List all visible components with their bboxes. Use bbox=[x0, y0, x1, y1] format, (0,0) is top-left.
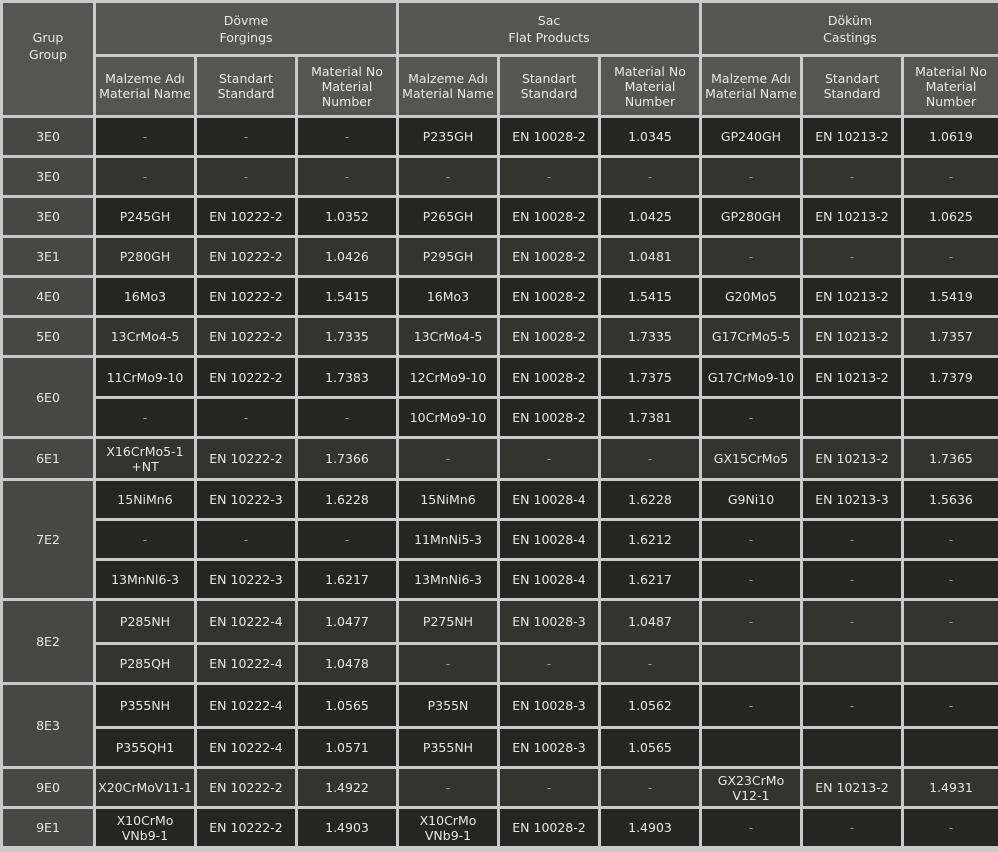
cell-material-name: P285NH bbox=[95, 600, 196, 644]
cell-material-number: - bbox=[600, 157, 701, 197]
cell-material-number: 1.4903 bbox=[600, 808, 701, 848]
cell-material-name: 13MnNi6-3 bbox=[398, 560, 499, 600]
cell-material-number: 1.5415 bbox=[600, 277, 701, 317]
cell-material-number: 1.0481 bbox=[600, 237, 701, 277]
cell-material-number: 1.4922 bbox=[297, 768, 398, 808]
group-cell: 4E0 bbox=[2, 277, 95, 317]
cell-standard: - bbox=[499, 157, 600, 197]
cell-standard: EN 10213-2 bbox=[802, 197, 903, 237]
col-standard: Standart Standard bbox=[499, 56, 600, 117]
cell-standard: EN 10213-2 bbox=[802, 317, 903, 357]
col-material-name: Malzeme Adı Material Name bbox=[701, 56, 802, 117]
cell-standard: - bbox=[802, 808, 903, 848]
cell-standard: EN 10028-2 bbox=[499, 117, 600, 157]
cell-material-name: 12CrMo9-10 bbox=[398, 357, 499, 398]
cell-material-number: 1.0478 bbox=[297, 644, 398, 684]
cell-material-name: - bbox=[398, 157, 499, 197]
cell-standard: - bbox=[499, 644, 600, 684]
table-row bbox=[2, 728, 998, 768]
cell-material-number: - bbox=[903, 520, 998, 560]
cell-standard: - bbox=[802, 600, 903, 644]
cell-standard: - bbox=[802, 684, 903, 728]
cell-material-name: P245GH bbox=[95, 197, 196, 237]
cell-standard: EN 10028-2 bbox=[499, 237, 600, 277]
table-row bbox=[2, 317, 998, 357]
cell-material-name: P355NH bbox=[95, 684, 196, 728]
cell-material-name: - bbox=[701, 398, 802, 438]
cell-standard: EN 10222-3 bbox=[196, 480, 297, 520]
cell-material-number: - bbox=[903, 157, 998, 197]
cell-material-number: - bbox=[297, 157, 398, 197]
cell-standard: EN 10213-2 bbox=[802, 277, 903, 317]
cell-material-number: - bbox=[903, 560, 998, 600]
cell-material-number: 1.5415 bbox=[297, 277, 398, 317]
cell-standard: EN 10222-2 bbox=[196, 438, 297, 480]
cell-material-number: 1.7381 bbox=[600, 398, 701, 438]
cell-material-name: P235GH bbox=[398, 117, 499, 157]
cell-material-name: - bbox=[95, 398, 196, 438]
cell-standard: EN 10222-4 bbox=[196, 728, 297, 768]
cell-material-number: 1.0565 bbox=[297, 684, 398, 728]
cell-material-name: GX23CrMo V12-1 bbox=[701, 768, 802, 808]
col-material-name: Malzeme Adı Material Name bbox=[95, 56, 196, 117]
cell-material-name: - bbox=[701, 237, 802, 277]
cell-material-number: - bbox=[600, 768, 701, 808]
cell-material-number: 1.7335 bbox=[297, 317, 398, 357]
cell-standard: EN 10028-3 bbox=[499, 728, 600, 768]
cell-standard: - bbox=[196, 398, 297, 438]
cell-material-number: - bbox=[600, 438, 701, 480]
cell-material-name: - bbox=[398, 644, 499, 684]
cell-material-name: - bbox=[701, 600, 802, 644]
cell-material-name: 13CrMo4-5 bbox=[398, 317, 499, 357]
cell-material-name: GP240GH bbox=[701, 117, 802, 157]
cell-material-number: 1.7375 bbox=[600, 357, 701, 398]
cell-material-name: 11MnNi5-3 bbox=[398, 520, 499, 560]
cell-standard: EN 10222-2 bbox=[196, 277, 297, 317]
cell-material-number: - bbox=[297, 520, 398, 560]
cell-material-name: P355N bbox=[398, 684, 499, 728]
cell-material-name: - bbox=[398, 768, 499, 808]
cell-standard: EN 10028-4 bbox=[499, 480, 600, 520]
cell-material-number bbox=[903, 398, 998, 438]
cell-standard: EN 10028-4 bbox=[499, 520, 600, 560]
cell-material-name: X10CrMo VNb9-1 bbox=[398, 808, 499, 848]
group-cell: 5E0 bbox=[2, 317, 95, 357]
cell-material-name bbox=[701, 644, 802, 684]
cell-material-name: 16Mo3 bbox=[398, 277, 499, 317]
cell-material-name: 13MnNl6-3 bbox=[95, 560, 196, 600]
table-row bbox=[2, 768, 998, 808]
section-castings: Döküm Castings bbox=[701, 2, 998, 56]
cell-standard: - bbox=[802, 560, 903, 600]
cell-material-name: - bbox=[701, 560, 802, 600]
cell-standard: - bbox=[196, 520, 297, 560]
cell-material-name: G20Mo5 bbox=[701, 277, 802, 317]
cell-standard: EN 10028-2 bbox=[499, 398, 600, 438]
cell-material-name: - bbox=[95, 520, 196, 560]
cell-material-number: 1.7366 bbox=[297, 438, 398, 480]
cell-material-number: 1.7365 bbox=[903, 438, 998, 480]
cell-material-name: - bbox=[701, 684, 802, 728]
cell-material-number: - bbox=[903, 600, 998, 644]
cell-material-number: - bbox=[297, 398, 398, 438]
cell-material-name: 15NiMn6 bbox=[95, 480, 196, 520]
col-material-number: Material No Material Number bbox=[297, 56, 398, 117]
col-standard: Standart Standard bbox=[196, 56, 297, 117]
cell-standard: EN 10222-2 bbox=[196, 317, 297, 357]
cell-material-number: 1.6228 bbox=[297, 480, 398, 520]
cell-material-name: 16Mo3 bbox=[95, 277, 196, 317]
cell-standard: EN 10222-2 bbox=[196, 357, 297, 398]
col-material-number: Material No Material Number bbox=[903, 56, 998, 117]
cell-material-number: 1.6217 bbox=[297, 560, 398, 600]
table-row bbox=[2, 644, 998, 684]
cell-material-number: 1.0565 bbox=[600, 728, 701, 768]
cell-standard: EN 10222-2 bbox=[196, 237, 297, 277]
cell-material-name: 11CrMo9-10 bbox=[95, 357, 196, 398]
cell-material-name: 15NiMn6 bbox=[398, 480, 499, 520]
cell-material-name: G17CrMo9-10 bbox=[701, 357, 802, 398]
cell-material-name: - bbox=[95, 117, 196, 157]
col-material-number: Material No Material Number bbox=[600, 56, 701, 117]
cell-standard: EN 10222-4 bbox=[196, 644, 297, 684]
cell-standard: EN 10028-4 bbox=[499, 560, 600, 600]
cell-material-number: - bbox=[600, 644, 701, 684]
cell-material-number: 1.7379 bbox=[903, 357, 998, 398]
cell-standard: EN 10222-4 bbox=[196, 600, 297, 644]
group-cell: 9E1 bbox=[2, 808, 95, 848]
group-cell: 6E1 bbox=[2, 438, 95, 480]
cell-material-number: 1.0477 bbox=[297, 600, 398, 644]
table-row bbox=[2, 398, 998, 438]
cell-standard: EN 10028-2 bbox=[499, 357, 600, 398]
cell-standard: - bbox=[802, 520, 903, 560]
section-forgings: Dövme Forgings bbox=[95, 2, 398, 56]
cell-standard: - bbox=[499, 768, 600, 808]
cell-standard: - bbox=[499, 438, 600, 480]
table-body bbox=[2, 117, 998, 848]
cell-standard: EN 10222-4 bbox=[196, 684, 297, 728]
cell-material-name: G17CrMo5-5 bbox=[701, 317, 802, 357]
table-row bbox=[2, 157, 998, 197]
cell-material-number: 1.4903 bbox=[297, 808, 398, 848]
cell-material-number: 1.0562 bbox=[600, 684, 701, 728]
cell-material-number: - bbox=[903, 237, 998, 277]
cell-material-number: 1.4931 bbox=[903, 768, 998, 808]
cell-material-name: GP280GH bbox=[701, 197, 802, 237]
cell-standard: EN 10222-2 bbox=[196, 768, 297, 808]
cell-material-number: - bbox=[903, 684, 998, 728]
cell-standard: EN 10213-2 bbox=[802, 768, 903, 808]
cell-material-name: P275NH bbox=[398, 600, 499, 644]
cell-standard: EN 10028-3 bbox=[499, 684, 600, 728]
cell-material-name: 13CrMo4-5 bbox=[95, 317, 196, 357]
cell-standard: EN 10028-2 bbox=[499, 317, 600, 357]
cell-material-name: GX15CrMo5 bbox=[701, 438, 802, 480]
table-row bbox=[2, 277, 998, 317]
cell-material-name bbox=[701, 728, 802, 768]
table-row bbox=[2, 357, 998, 398]
table-row bbox=[2, 808, 998, 848]
cell-material-number: 1.0571 bbox=[297, 728, 398, 768]
cell-material-name: - bbox=[398, 438, 499, 480]
group-header: Grup Group bbox=[2, 2, 95, 117]
group-cell: 6E0 bbox=[2, 357, 95, 438]
cell-standard bbox=[802, 728, 903, 768]
group-cell: 8E2 bbox=[2, 600, 95, 684]
table-row bbox=[2, 600, 998, 644]
cell-standard: EN 10213-2 bbox=[802, 357, 903, 398]
cell-standard: EN 10222-2 bbox=[196, 808, 297, 848]
cell-material-number bbox=[903, 728, 998, 768]
cell-standard: EN 10028-2 bbox=[499, 808, 600, 848]
table-row bbox=[2, 117, 998, 157]
cell-standard: EN 10213-2 bbox=[802, 117, 903, 157]
cell-standard bbox=[802, 644, 903, 684]
table-row bbox=[2, 520, 998, 560]
cell-standard: EN 10213-2 bbox=[802, 438, 903, 480]
cell-standard: - bbox=[196, 117, 297, 157]
table-row bbox=[2, 438, 998, 480]
cell-material-name: P295GH bbox=[398, 237, 499, 277]
cell-material-name: P280GH bbox=[95, 237, 196, 277]
cell-material-name: - bbox=[701, 520, 802, 560]
cell-material-name: X10CrMo VNb9-1 bbox=[95, 808, 196, 848]
cell-material-name: P265GH bbox=[398, 197, 499, 237]
group-cell: 9E0 bbox=[2, 768, 95, 808]
group-cell: 3E1 bbox=[2, 237, 95, 277]
cell-standard: EN 10213-3 bbox=[802, 480, 903, 520]
cell-material-number: 1.7383 bbox=[297, 357, 398, 398]
group-cell: 3E0 bbox=[2, 157, 95, 197]
cell-material-number: 1.0345 bbox=[600, 117, 701, 157]
group-cell: 7E2 bbox=[2, 480, 95, 600]
cell-material-name: X16CrMo5-1 +NT bbox=[95, 438, 196, 480]
cell-material-number: 1.0625 bbox=[903, 197, 998, 237]
cell-material-number: 1.7335 bbox=[600, 317, 701, 357]
cell-material-number: - bbox=[903, 808, 998, 848]
cell-material-number: 1.5419 bbox=[903, 277, 998, 317]
table-row bbox=[2, 684, 998, 728]
cell-standard: - bbox=[802, 157, 903, 197]
cell-material-name: 10CrMo9-10 bbox=[398, 398, 499, 438]
cell-material-number: 1.0352 bbox=[297, 197, 398, 237]
cell-material-number: 1.6217 bbox=[600, 560, 701, 600]
cell-standard: EN 10028-2 bbox=[499, 277, 600, 317]
cell-material-number bbox=[903, 644, 998, 684]
cell-standard bbox=[802, 398, 903, 438]
cell-material-name: G9Ni10 bbox=[701, 480, 802, 520]
cell-material-number: 1.6228 bbox=[600, 480, 701, 520]
cell-material-number: 1.0426 bbox=[297, 237, 398, 277]
cell-material-number: 1.5636 bbox=[903, 480, 998, 520]
cell-material-name: - bbox=[701, 157, 802, 197]
cell-standard: EN 10222-2 bbox=[196, 197, 297, 237]
cell-standard: EN 10222-3 bbox=[196, 560, 297, 600]
table-row bbox=[2, 197, 998, 237]
cell-standard: - bbox=[802, 237, 903, 277]
cell-standard: EN 10028-2 bbox=[499, 197, 600, 237]
table-row bbox=[2, 237, 998, 277]
group-cell: 8E3 bbox=[2, 684, 95, 768]
cell-material-name: - bbox=[95, 157, 196, 197]
table-row bbox=[2, 480, 998, 520]
cell-material-number: 1.0487 bbox=[600, 600, 701, 644]
cell-material-name: X20CrMoV11-1 bbox=[95, 768, 196, 808]
section-flat-products: Sac Flat Products bbox=[398, 2, 701, 56]
cell-material-name: P355NH bbox=[398, 728, 499, 768]
cell-standard: - bbox=[196, 157, 297, 197]
cell-standard: EN 10028-3 bbox=[499, 600, 600, 644]
col-material-name: Malzeme Adı Material Name bbox=[398, 56, 499, 117]
cell-material-name: P285QH bbox=[95, 644, 196, 684]
cell-material-name: - bbox=[701, 808, 802, 848]
group-cell: 3E0 bbox=[2, 117, 95, 157]
cell-material-name: P355QH1 bbox=[95, 728, 196, 768]
cell-material-number: 1.0425 bbox=[600, 197, 701, 237]
table-row bbox=[2, 560, 998, 600]
cell-material-number: 1.6212 bbox=[600, 520, 701, 560]
cell-material-number: 1.0619 bbox=[903, 117, 998, 157]
col-standard: Standart Standard bbox=[802, 56, 903, 117]
cell-material-number: - bbox=[297, 117, 398, 157]
group-cell: 3E0 bbox=[2, 197, 95, 237]
cell-material-number: 1.7357 bbox=[903, 317, 998, 357]
